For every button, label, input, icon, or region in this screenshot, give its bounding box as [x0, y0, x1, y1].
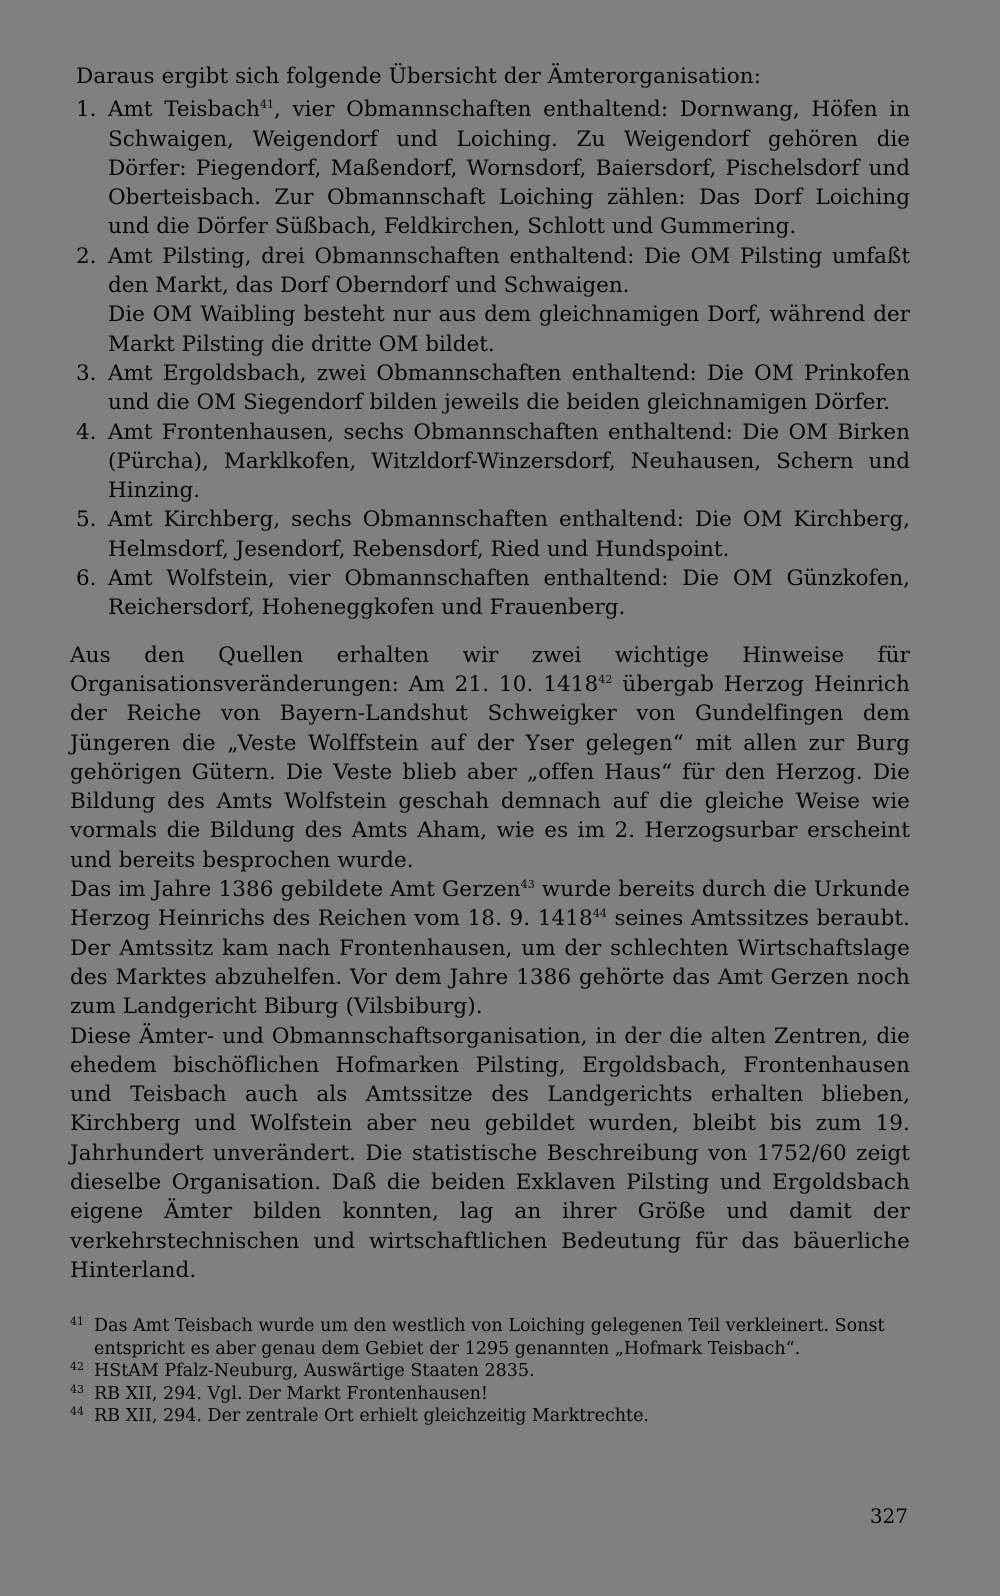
list-number: 4. [76, 419, 97, 445]
footnote-text: HStAM Pfalz-Neuburg, Auswärtige Staaten 2835. [94, 1361, 535, 1382]
paragraph-text: wurde bereits durch die Urkunde Herzog Heinrichs des Reichen vom 18. 9. 1418 [70, 877, 911, 932]
list-item-lead: Amt Pilsting, drei Obmannschaften enthaltend: Die OM Pilsting umfaßt den Markt, das Dorf Oberndorf und Schwaigen. [108, 243, 910, 299]
list-item [70, 505, 910, 564]
footnote-mark: 44 [70, 1405, 84, 1419]
footnote-text: RB XII, 294. Der zentrale Ort erhielt gleichzeitig Marktrechte. [94, 1406, 649, 1427]
paragraph-text: seines Amtssitzes beraubt. Der Amtssitz kam nach Frontenhausen, um der schlechten Wirtschaftslage des Marktes abzuhelfen. Vor dem Jahre 1386 gehörte das Amt Gerzen noch zum Landgericht Biburg (Vilsbiburg). [70, 906, 910, 1020]
list-item-lead: Amt Frontenhausen, sechs Obmannschaften enthaltend: Die OM Birken (Pürcha), Marklkofen, Witzldorf-Winzersdorf, Neuhausen, Schern und Hinzing. [108, 419, 910, 504]
list-number: 5. [76, 507, 97, 533]
footnote-ref: 44 [592, 907, 608, 921]
list-item-text: , vier Obmannschaften enthaltend: Dornwang, Höfen in Schwaigen, Weigendorf und Loiching. Zu Weigendorf gehören die Dörfer: Piegendorf, Maßendorf, Wornsdorf, Baiersdorf, Pischelsdorf und Oberteisbach. Zur Obmannschaft Loiching zählen: Das Dorf Loiching und die Dörfer Süßbach, Feldkirchen, Schlott und Gummering. [108, 97, 910, 240]
list-item [70, 242, 910, 359]
footnote [70, 1405, 910, 1428]
list-number: 1. [76, 97, 97, 123]
list-item-lead: Amt Kirchberg, sechs Obmannschaften enthaltend: Die OM Kirchberg, Helmsdorf, Jesendorf, Rebensdorf, Ried und Hundspoint. [108, 507, 910, 562]
footnote-text: RB XII, 294. Vgl. Der Markt Frontenhausen! [94, 1383, 488, 1404]
paragraph-sources [70, 641, 910, 875]
list-item [70, 359, 910, 418]
paragraph-text: Das im Jahre 1386 gebildete Amt Gerzen [70, 877, 521, 903]
list-number: 3. [76, 360, 97, 386]
list-item-extra: Die OM Waibling besteht nur aus dem gleichnamigen Dorf, während der Markt Pilsting die dritte OM bildet. [108, 302, 910, 357]
list-item [70, 418, 910, 506]
list-item-lead: Amt Ergoldsbach, zwei Obmannschaften enthaltend: Die OM Prinkofen und die OM Siegendorf bilden jeweils die beiden gleichnamigen Dörfer. [108, 360, 910, 416]
list-item-lead: Amt Wolfstein, vier Obmannschaften enthaltend: Die OM Günzkofen, Reichersdorf, Hoheneggkofen und Frauenberg. [108, 566, 910, 621]
paragraph-text: Aus den Quellen erhalten wir zwei wichtige Hinweise für Organisationsveränderungen: Am 21. 10. 1418 [70, 642, 910, 697]
amt-list [70, 95, 910, 622]
paragraph-organisation: Diese Ämter- und Obmannschaftsorganisation, in der die alten Zentren, die ehedem bischöflichen Hofmarken Pilsting, Ergoldsbach, Frontenhausen und Teisbach auch als Amtssitze des Landgerichts erhalten blieben, Kirchberg und Wolfstein aber neu gebildet wurden, bleibt bis zum 19. Jahrhundert unverändert. Die statistische Beschreibung von 1752/60 zeigt dieselbe Organisation. Daß die beiden Exklaven Pilsting und Ergoldsbach eigene Ämter bilden konnten, lag an ihrer Größe und damit der verkehrstechnischen und wirtschaftlichen Bedeutung für das bäuerliche Hinterland. [70, 1023, 910, 1283]
footnote-ref: 41 [260, 98, 275, 112]
paragraph-text: übergab Herzog Heinrich der Reiche von Bayern-Landshut Schweigker von Gundelfingen dem Jüngeren die „Veste Wolffstein auf der Yser gelegen“ mit allen zur Burg gehörigen Gütern. Die Veste blieb aber „offen Haus“ für den Herzog. Die Bildung des Amts Wolfstein geschah demnach auf die gleiche Weise wie vormals die Bildung des Amts Aham, wie es im 2. Herzogsurbar erscheint und bereits besprochen wurde. [70, 671, 910, 873]
footnote [70, 1383, 910, 1406]
list-number: 2. [76, 243, 97, 269]
footnotes [70, 1315, 910, 1428]
list-item [70, 564, 910, 623]
footnote-mark: 43 [70, 1382, 84, 1396]
list-item-lead: Amt Teisbach [108, 97, 261, 123]
footnote-ref: 43 [520, 877, 535, 891]
footnote [70, 1315, 910, 1360]
intro-sentence: Daraus ergibt sich folgende Übersicht der Ämterorganisation: [76, 64, 762, 89]
body-text [70, 641, 910, 1286]
footnote-text: Das Amt Teisbach wurde um den westlich von Loiching gelegenen Teil verkleinert. Sonst entspricht es aber genau dem Gebiet der 1295 genannten „Hofmark Teisbach“. [94, 1316, 885, 1359]
list-number: 6. [76, 566, 97, 592]
footnote [70, 1360, 910, 1383]
paragraph-gerzen [70, 875, 910, 1021]
text-column [70, 62, 910, 1428]
page-number: 327 [869, 1504, 908, 1528]
footnote-ref: 42 [598, 672, 613, 686]
footnote-mark: 41 [70, 1315, 84, 1329]
list-item [70, 95, 910, 241]
footnote-mark: 42 [70, 1360, 84, 1374]
